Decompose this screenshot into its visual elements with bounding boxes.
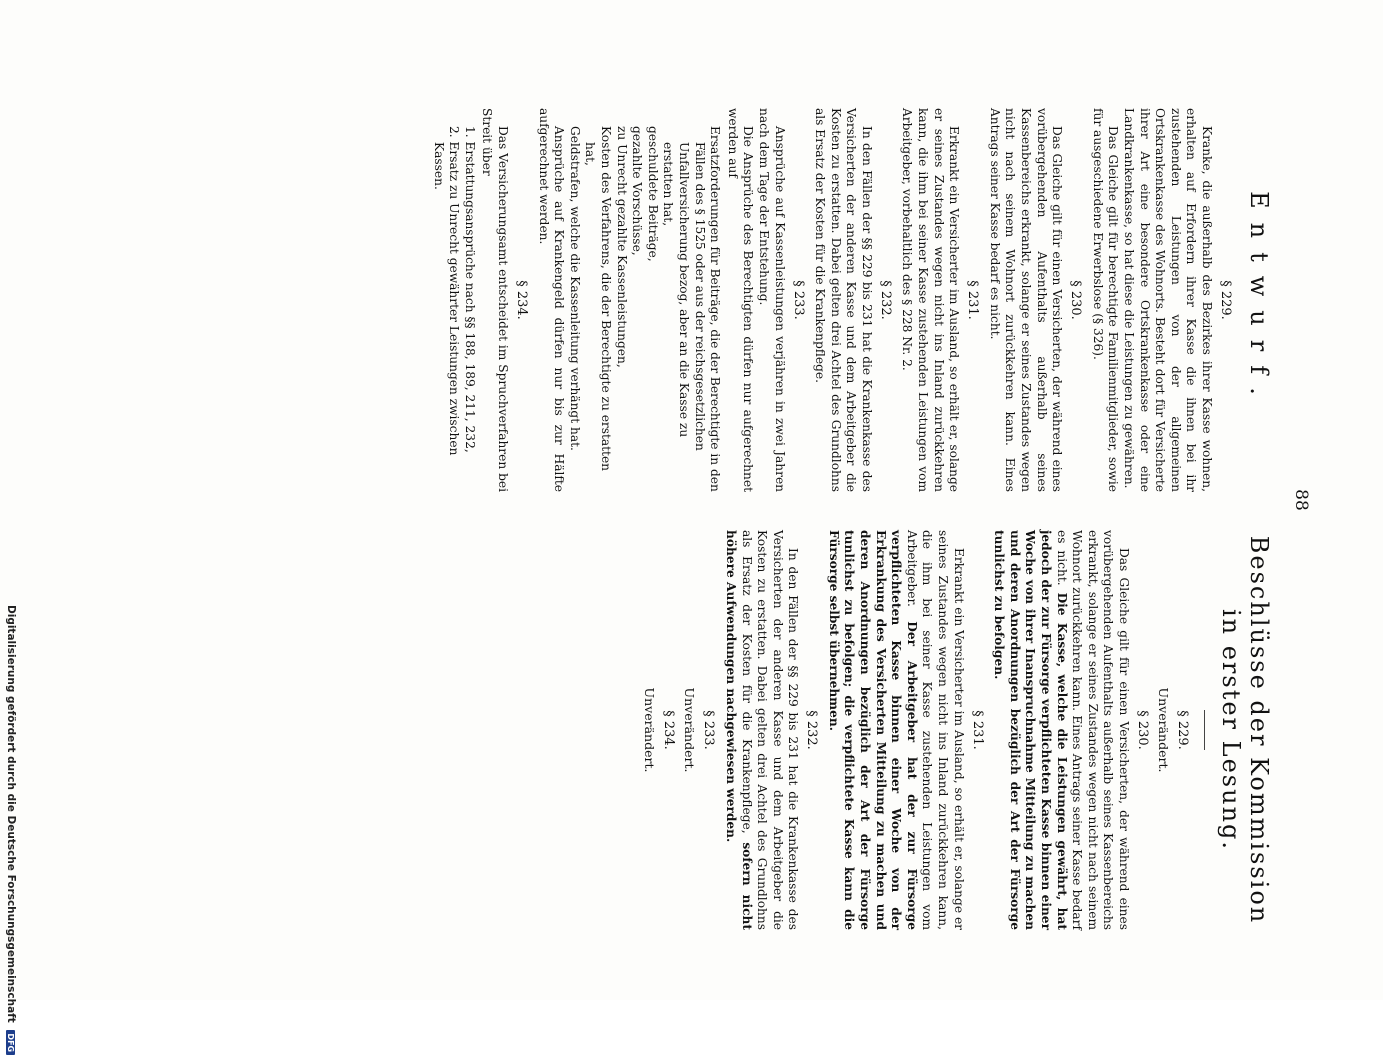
dfg-logo[interactable]: DFG <box>7 1030 16 1055</box>
commission-section-229 <box>1156 530 1190 930</box>
commission-section-232 <box>722 530 819 930</box>
commission-section-234 <box>642 530 676 930</box>
draft-section-229 <box>1089 108 1233 492</box>
page-number: 88 <box>1291 489 1311 511</box>
draft-section-232 <box>812 108 893 492</box>
section-number: § 232. <box>877 280 893 320</box>
paragraph <box>722 530 800 930</box>
paragraph: Erkrankt ein Versicherter im Ausland, so erhält er, solange er seines Zustandes wegen nicht ins Inland zurückkehren kann, die ihm bei seiner Kasse zustehenden Leistungen vom Arbeitgeber, vorbehaltlich des § 228 Nr. 2. <box>900 108 962 492</box>
paragraph: In den Fällen der §§ 229 bis 231 hat die Krankenkasse des Versicherten der anderen Kasse und dem Arbeitgeber die Kosten zu erstatten. Dabei gelten drei Achtel des Grundlohns als Ersatz der Kosten für die Krankenpflege. <box>813 108 874 492</box>
amended-text: Der Arbeitgeber hat der zur Fürsorge verpflichteten Kasse binnen einer Woche von der Erkrankung des Versicherten Mitteilung zu machen und deren Anordnungen bezüglich der Art der Fürsorge tunlichst zu befolgen; die verpflichtete Kasse kann die Fürsorge selbst übernehmen. <box>826 530 919 930</box>
credit-text: Digitalisierung gefördert durch die Deutsche Forschungsgemeinschaft <box>5 605 17 1023</box>
section-number: § 231. <box>965 280 981 320</box>
section-number: § 234. <box>514 280 530 320</box>
section-number: § 234. <box>661 710 677 750</box>
commission-column <box>636 530 1273 930</box>
paragraph: Kranke, die außerhalb des Bezirkes ihrer Kasse wohnen, erhalten auf Erfordern ihrer Kasse die ihnen bei ihr zustehenden Leistungen von der allgemeinen Ortskrankenkasse des Wohnorts. Besteht dort für Versicherte ihrer Art eine besondere Ortskrankenkasse oder eine Landkrankenkasse, so hat diese die Leistungen zu gewähren. <box>1122 108 1214 492</box>
amended-text: Die Kasse, welche die Leistungen gewährt, hat jedoch der zur Fürsorge verpflichteten Kasse binnen einer Woche von ihrer Inanspruchnahme Mitteilung zu machen und deren Anordnungen bezüglich der Art der Fürsorge tunlichst zu befolgen. <box>992 530 1069 930</box>
paragraph <box>825 530 965 930</box>
draft-heading: Entwurf. <box>1245 191 1273 409</box>
divider <box>1204 710 1205 750</box>
paragraph: Die Ansprüche des Berechtigten dürfen nur aufgerechnet werden auf <box>725 108 756 492</box>
draft-section-231 <box>899 108 980 492</box>
section-number: § 231. <box>969 710 985 750</box>
commission-section-230 <box>991 530 1150 930</box>
paragraph: Ansprüche auf Krankengeld dürfen nur bis zur Hälfte aufgerechnet werden. <box>536 108 567 492</box>
draft-column <box>424 108 1273 492</box>
digitization-credit <box>5 605 17 1053</box>
section-number: § 233. <box>701 710 717 750</box>
regular-text: In den Fällen der §§ 229 bis 231 hat die Krankenkasse des Versicherten der anderen Kasse und dem Arbeitgeber die Kosten zu erstatten. Dabei gelten drei Achtel des Grundlohns als Ersatz der Kosten für die Krankenpflege, <box>739 530 801 930</box>
list-item: geschuldete Beiträge, <box>645 126 660 262</box>
list-item: 1. Erstattungsansprüche nach §§ 188, 189, 211, 232, <box>462 126 477 453</box>
section-number: § 232. <box>804 710 820 750</box>
unchanged-note: Unverändert. <box>1156 687 1171 773</box>
paragraph: Das Gleiche gilt für einen Versicherten, der während eines vorübergehenden Aufenthalts außerhalb seines Kassenbereichs erkrankt, solange er seines Zustandes wegen nicht nach seinem Wohnort zurückkehren kann. Eines Antrags seiner Kasse bedarf es nicht. <box>987 108 1065 492</box>
section-number: § 230. <box>1068 280 1084 320</box>
paragraph: Das Gleiche gilt für berechtigte Familienmitglieder, sowie für ausgeschiedene Erwerbslose (§ 326). <box>1090 108 1121 492</box>
dispute-list <box>430 108 477 492</box>
amended-text: sofern nicht höhere Aufwendungen nachgewiesen werden. <box>723 530 754 930</box>
list-item: Geldstrafen, welche die Kassenleitung verhängt hat. <box>567 126 582 451</box>
paragraph: Ansprüche auf Kassenleistungen verjähren in zwei Jahren nach dem Tage der Entstehung. <box>756 108 787 492</box>
section-number: § 230. <box>1135 710 1150 750</box>
section-number: § 229. <box>1175 710 1190 750</box>
offset-claims-list <box>566 108 722 492</box>
list-item: Kosten des Verfahrens, die der Berechtigte zu erstatten hat, <box>583 126 613 472</box>
list-item: gezahlte Vorschüsse, <box>630 126 645 256</box>
draft-section-233 <box>535 108 806 492</box>
section-number: § 233. <box>790 280 806 320</box>
list-item: zu Unrecht gezahlte Kassenleistungen, <box>614 126 629 368</box>
commission-heading: Beschlüsse der Kommission in erster Lesung. <box>1217 535 1273 925</box>
commission-section-233 <box>682 530 716 930</box>
draft-section-230 <box>986 108 1083 492</box>
draft-section-234 <box>430 108 529 492</box>
list-item: Ersatzforderungen für Beiträge, die der Berechtigte in den Fällen des § 1525 oder aus der reichsgesetzlichen Unfallversicherung bezog, aber an die Kasse zu erstatten hat, <box>661 126 723 492</box>
regular-text: Erkrankt ein Versicherter im Ausland, so erhält er, solange er seines Zustandes wegen nicht ins Inland zurückkehren kann, die ihm bei seiner Kasse zustehenden Leistungen vom Arbeitgeber. <box>904 530 966 930</box>
section-number: § 229. <box>1218 280 1233 320</box>
unchanged-note: Unverändert. <box>642 687 658 773</box>
paragraph: Das Versicherungsamt entscheidet im Spruchverfahren bei Streit über <box>480 108 511 492</box>
list-item: 2. Ersatz zu Unrecht gewährter Leistungen zwischen Kassen. <box>431 126 462 456</box>
commission-section-231 <box>825 530 984 930</box>
regular-text: Das Gleiche gilt für einen Versicherten, der während eines vorübergehenden Aufenthalts außerhalb seines Kassenbereichs erkrankt, solange er seines Zustandes wegen nicht nach seinem Wohnort zurückkehren kann. Eines Antrags seiner Kasse bedarf es nicht. <box>1054 530 1131 930</box>
paragraph <box>991 530 1131 930</box>
unchanged-note: Unverändert. <box>682 687 698 773</box>
